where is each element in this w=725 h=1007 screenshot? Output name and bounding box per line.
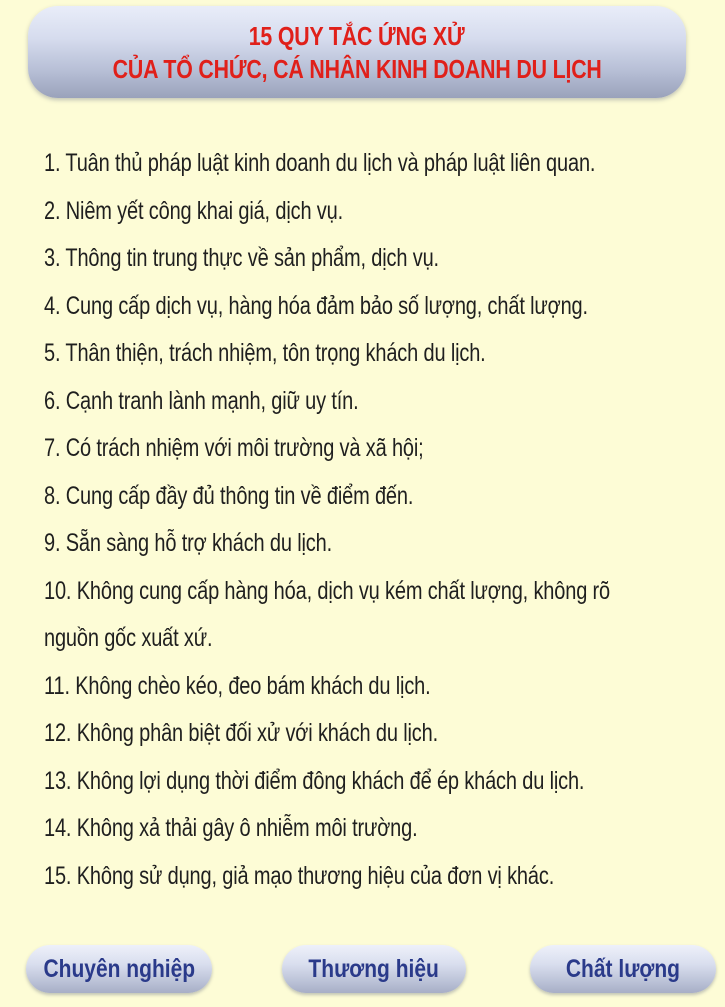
title-line-1: 15 QUY TẮC ỨNG XỬ: [249, 21, 465, 51]
badge-brand: [282, 945, 466, 993]
rule-3: 3. Thông tin trung thực về sản phẩm, dịch vụ.: [44, 244, 439, 272]
rule-12: 12. Không phân biệt đối xử với khách du lịch.: [44, 719, 439, 747]
rule-15: 15. Không sử dụng, giả mạo thương hiệu của đơn vị khác.: [44, 861, 555, 890]
rule-10-continued: nguồn gốc xuất xứ.: [44, 624, 213, 652]
badge-professional: [26, 945, 212, 993]
rule-6: 6. Cạnh tranh lành mạnh, giữ uy tín.: [44, 386, 359, 415]
rules-list: [44, 140, 694, 900]
rule-4: 4. Cung cấp dịch vụ, hàng hóa đảm bảo số lượng, chất lượng.: [44, 291, 588, 320]
rule-2: 2. Niêm yết công khai giá, dịch vụ.: [44, 196, 343, 225]
rule-11: 11. Không chèo kéo, đeo bám khách du lịch.: [44, 671, 431, 700]
rule-7: 7. Có trách nhiệm với môi trường và xã hội;: [44, 434, 424, 462]
rule-13: 13. Không lợi dụng thời điểm đông khách để ép khách du lịch.: [44, 766, 585, 795]
badge-professional-label: Chuyên nghiệp: [43, 954, 195, 983]
rule-9: 9. Sẵn sàng hỗ trợ khách du lịch.: [44, 529, 333, 557]
badge-brand-label: Thương hiệu: [308, 954, 440, 983]
rule-14: 14. Không xả thải gây ô nhiễm môi trường.: [44, 814, 418, 842]
rule-10: 10. Không cung cấp hàng hóa, dịch vụ kém chất lượng, không rõ: [44, 576, 611, 605]
rule-8: 8. Cung cấp đầy đủ thông tin về điểm đến.: [44, 481, 414, 510]
rule-1: 1. Tuân thủ pháp luật kinh doanh du lịch và pháp luật liên quan.: [44, 149, 596, 177]
badge-quality: [530, 945, 716, 993]
rule-5: 5. Thân thiện, trách nhiệm, tôn trọng khách du lịch.: [44, 339, 486, 367]
title-line-2: CỦA TỔ CHỨC, CÁ NHÂN KINH DOANH DU LỊCH: [112, 54, 602, 84]
title-banner: [28, 6, 686, 98]
badge-quality-label: Chất lượng: [565, 954, 681, 983]
